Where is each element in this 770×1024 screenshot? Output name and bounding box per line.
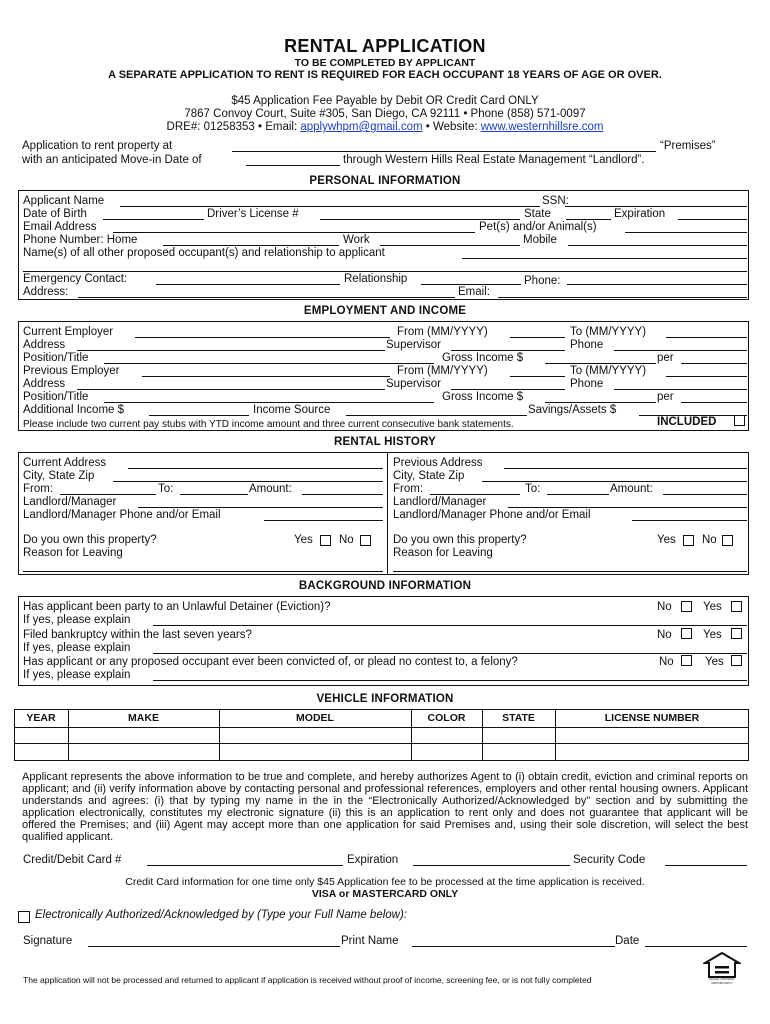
card-expiration-label: Expiration [347,854,399,866]
previous-to-field[interactable] [547,494,609,495]
current-own-no-label: No [339,534,354,546]
applicant-name-label: Applicant Name [23,195,105,207]
additional-income-field[interactable] [149,415,249,416]
prev-position-field[interactable] [104,402,434,403]
pets-label: Pet(s) and/or Animal(s) [479,221,597,233]
eviction-no-label: No [657,601,672,613]
prev-per-label: per [657,391,674,403]
current-landlord-phone-label: Landlord/Manager Phone and/or Email [23,509,221,521]
work-phone-label: Work [343,234,370,246]
felony-explain-field[interactable] [153,680,747,681]
card-number-field[interactable] [147,865,343,866]
from-field[interactable] [510,337,565,338]
authorize-label: Electronically Authorized/Acknowledged by (Type your Full Name below): [35,909,407,921]
occupants-field[interactable] [462,258,747,259]
felony-no-label: No [659,656,674,668]
current-amount-label: Amount: [249,483,292,495]
address-label: Address: [23,286,69,298]
card-note: Credit Card information for one time only $45 Application fee to be processed at the time application is received. [125,876,645,888]
expiration-label: Expiration [614,208,666,220]
eviction-explain-label: If yes, please explain [23,614,131,626]
footer-note: The application will not be processed and returned to applicant if application is received without proof of income, screening fee, or is not fully completed [23,975,592,985]
prev-phone-field[interactable] [614,389,747,390]
current-landlord-field[interactable] [138,507,383,508]
previous-address-label: Previous Address [393,457,483,469]
state-field[interactable] [566,219,611,220]
felony-yes-label: Yes [705,656,724,668]
bankruptcy-no-checkbox[interactable] [681,628,692,639]
emergency-label: Emergency Contact: [23,273,128,285]
included-label: INCLUDED [657,416,717,428]
relationship-label: Relationship [344,273,408,285]
previous-reason-field[interactable] [393,571,747,572]
eviction-question: Has applicant been party to an Unlawful Detainer (Eviction)? [23,601,331,613]
col-license-number: LICENSE NUMBER [604,712,700,724]
email-label: Email Address [23,221,97,233]
current-city-field[interactable] [113,481,383,482]
paystub-note: Please include two current pay stubs with YTD income amount and three current consecutive bank statements. [23,419,514,430]
previous-own-yes-checkbox[interactable] [683,535,694,546]
state-label: State [524,208,551,220]
gross-field[interactable] [545,363,656,364]
dl-field[interactable] [320,219,520,220]
agreement-text: Applicant represents the above information to be true and complete, and hereby authorizes Agent to (i) obtain credit, eviction and criminal reports on applicant; and (ii) verify information above by contacting personal and professional references, employers and other rental housing owners. Applicant understands and agrees: (i) that by typing my name in the in the “Electronically Authorized/Acknowledged by” section and by submitting the application electronically, constitutes my electronic signature (ii) this is an application to rent only and does not guarantee that applicant will be offered the Premises; and (iii) Agent may accept more than one application for said Premises and, using their sole discretion, will select the best qualified applicant. [22,771,748,843]
current-landlord-phone-field[interactable] [264,520,383,521]
property-label: Application to rent property at [22,140,173,152]
prev-supervisor-field[interactable] [451,389,565,390]
expiration-field[interactable] [678,219,747,220]
supervisor-field[interactable] [451,350,565,351]
previous-employer-field[interactable] [142,376,390,377]
print-name-field[interactable] [412,946,615,947]
previous-amount-field[interactable] [663,494,747,495]
address-field[interactable] [78,297,455,298]
premises-label: “Premises” [660,140,716,152]
vehicle-row-divider-1 [14,727,749,728]
authorize-checkbox[interactable] [18,911,30,923]
home-phone-field[interactable] [163,245,339,246]
current-reason-label: Reason for Leaving [23,547,123,559]
previous-own-yes-label: Yes [657,534,676,546]
previous-landlord-field[interactable] [508,507,747,508]
signature-label: Signature [23,935,73,947]
previous-city-label: City, State Zip [393,470,465,482]
dob-label: Date of Birth [23,208,87,220]
prev-to-label: To (MM/YYYY) [570,365,647,377]
current-employer-field[interactable] [135,337,390,338]
previous-address-field[interactable] [504,468,747,469]
current-to-label: To: [158,483,174,495]
per-label: per [657,352,674,364]
vehicle-heading: VEHICLE INFORMATION [316,693,454,705]
col-color: COLOR [427,712,466,724]
applicant-name-field[interactable] [120,206,540,207]
position-label: Position/Title [23,352,89,364]
current-amount-field[interactable] [302,494,383,495]
work-phone-field[interactable] [380,245,520,246]
current-address-label: Current Address [23,457,107,469]
move-in-date-field[interactable] [246,165,340,166]
current-employer-label: Current Employer [23,326,114,338]
prev-gross-field[interactable] [545,402,656,403]
relationship-field[interactable] [421,284,521,285]
dre-label: DRE#: 01258353 • Email: [166,121,301,133]
pets-field[interactable] [625,232,747,233]
col-state: STATE [502,712,535,724]
emergency-email-label: Email: [458,286,490,298]
additional-income-label: Additional Income $ [23,404,125,416]
print-name-label: Print Name [341,935,399,947]
col-year: YEAR [26,712,56,724]
previous-own-label: Do you own this property? [393,534,527,546]
signature-field[interactable] [88,946,340,947]
income-source-label: Income Source [253,404,331,416]
occupants-field-2[interactable] [23,271,747,272]
equal-housing-logo [703,952,741,986]
current-from-field[interactable] [60,494,156,495]
felony-question: Has applicant or any proposed occupant ever been convicted of, or plead no contest to, a felony? [23,656,518,668]
card-number-label: Credit/Debit Card # [23,854,122,866]
felony-no-checkbox[interactable] [681,655,692,666]
emergency-email-field[interactable] [498,297,747,298]
to-label: To (MM/YYYY) [570,326,647,338]
emergency-phone-field[interactable] [567,284,747,285]
savings-label: Savings/Assets $ [528,404,617,416]
date-field[interactable] [645,946,747,947]
bankruptcy-no-label: No [657,629,672,641]
property-field[interactable] [232,151,656,152]
bankruptcy-yes-checkbox[interactable] [731,628,742,639]
prev-phone-label: Phone [570,378,604,390]
prev-to-field[interactable] [666,376,747,377]
email-link[interactable]: applywhpm@gmail.com [300,121,423,133]
fee-notice: $45 Application Fee Payable by Debit OR Credit Card ONLY [231,95,539,107]
prev-from-field[interactable] [510,376,565,377]
prev-address-field[interactable] [77,389,385,390]
email-field[interactable] [113,232,475,233]
eviction-no-checkbox[interactable] [681,601,692,612]
rental-heading: RENTAL HISTORY [333,436,437,448]
current-own-no-checkbox[interactable] [360,535,371,546]
landlord-label: through Western Hills Real Estate Management “Landlord”. [343,154,645,166]
income-source-field[interactable] [346,415,527,416]
equal-housing-text: EQUAL HOUSING OPPORTUNITY [709,977,735,985]
current-reason-field[interactable] [23,571,383,572]
felony-explain-label: If yes, please explain [23,669,131,681]
gross-label: Gross Income $ [442,352,524,364]
employer-address-label: Address [23,339,66,351]
contact-line [0,121,770,133]
date-label: Date [615,935,640,947]
eviction-yes-checkbox[interactable] [731,601,742,612]
mobile-field[interactable] [568,245,747,246]
bankruptcy-question: Filed bankruptcy within the last seven years? [23,629,252,641]
employer-phone-label: Phone [570,339,604,351]
previous-amount-label: Amount: [610,483,653,495]
employer-phone-field[interactable] [614,350,747,351]
current-address-field[interactable] [128,468,383,469]
move-in-label: with an anticipated Move-in Date of [22,154,202,166]
prev-gross-label: Gross Income $ [442,391,524,403]
dl-label: Driver’s License # [207,208,299,220]
occupant-notice: A SEPARATE APPLICATION TO RENT IS REQUIRED FOR EACH OCCUPANT 18 YEARS OF AGE OR OVER. [108,69,662,81]
previous-own-no-label: No [702,534,717,546]
background-heading: BACKGROUND INFORMATION [298,580,472,592]
previous-city-field[interactable] [482,481,747,482]
previous-employer-label: Previous Employer [23,365,120,377]
page-title: RENTAL APPLICATION [284,36,486,56]
emergency-phone-label: Phone: [524,275,561,287]
previous-own-no-checkbox[interactable] [722,535,733,546]
from-label: From (MM/YYYY) [397,326,488,338]
security-code-field[interactable] [665,865,747,866]
previous-landlord-label: Landlord/Manager [393,496,487,508]
current-landlord-label: Landlord/Manager [23,496,117,508]
bankruptcy-explain-label: If yes, please explain [23,642,131,654]
home-phone-label: Phone Number: Home [23,234,138,246]
card-expiration-field[interactable] [413,865,570,866]
previous-from-field[interactable] [430,494,520,495]
position-field[interactable] [104,363,434,364]
to-field[interactable] [666,337,747,338]
employer-address-field[interactable] [77,350,385,351]
accepted-cards: VISA or MASTERCARD ONLY [311,888,459,900]
col-make: MAKE [128,712,159,724]
rental-divider [387,452,388,575]
previous-to-label: To: [525,483,541,495]
prev-address-label: Address [23,378,66,390]
current-own-label: Do you own this property? [23,534,157,546]
emergency-field[interactable] [156,284,340,285]
bankruptcy-yes-label: Yes [703,629,722,641]
current-own-yes-label: Yes [294,534,313,546]
previous-reason-label: Reason for Leaving [393,547,493,559]
ssn-label: SSN: [542,195,569,207]
previous-landlord-phone-label: Landlord/Manager Phone and/or Email [393,509,591,521]
current-from-label: From: [23,483,54,495]
personal-heading: PERSONAL INFORMATION [309,175,461,187]
prev-supervisor-label: Supervisor [386,378,441,390]
website-label: • Website: [422,121,481,133]
felony-yes-checkbox[interactable] [731,655,742,666]
current-own-yes-checkbox[interactable] [320,535,331,546]
current-to-field[interactable] [180,494,248,495]
subtitle: TO BE COMPLETED BY APPLICANT [294,57,476,69]
previous-landlord-phone-field[interactable] [632,520,747,521]
security-code-label: Security Code [573,854,646,866]
prev-position-label: Position/Title [23,391,89,403]
vehicle-row-divider-2 [14,743,749,744]
dob-field[interactable] [103,219,204,220]
prev-per-field[interactable] [681,402,747,403]
mobile-label: Mobile [523,234,557,246]
occupants-label: Name(s) of all other proposed occupant(s) and relationship to applicant [23,247,385,259]
supervisor-label: Supervisor [386,339,441,351]
employment-heading: EMPLOYMENT AND INCOME [303,305,467,317]
eviction-yes-label: Yes [703,601,722,613]
per-field[interactable] [681,363,747,364]
col-model: MODEL [296,712,334,724]
prev-from-label: From (MM/YYYY) [397,365,488,377]
ssn-field[interactable] [565,206,747,207]
current-city-label: City, State Zip [23,470,95,482]
previous-from-label: From: [393,483,424,495]
eviction-explain-field[interactable] [153,625,747,626]
office-address: 7867 Convoy Court, Suite #305, San Diego, CA 92111 • Phone (858) 571-0097 [184,108,586,120]
bankruptcy-explain-field[interactable] [153,653,747,654]
included-checkbox[interactable] [734,415,745,426]
website-link[interactable]: www.westernhillsre.com [480,121,604,133]
